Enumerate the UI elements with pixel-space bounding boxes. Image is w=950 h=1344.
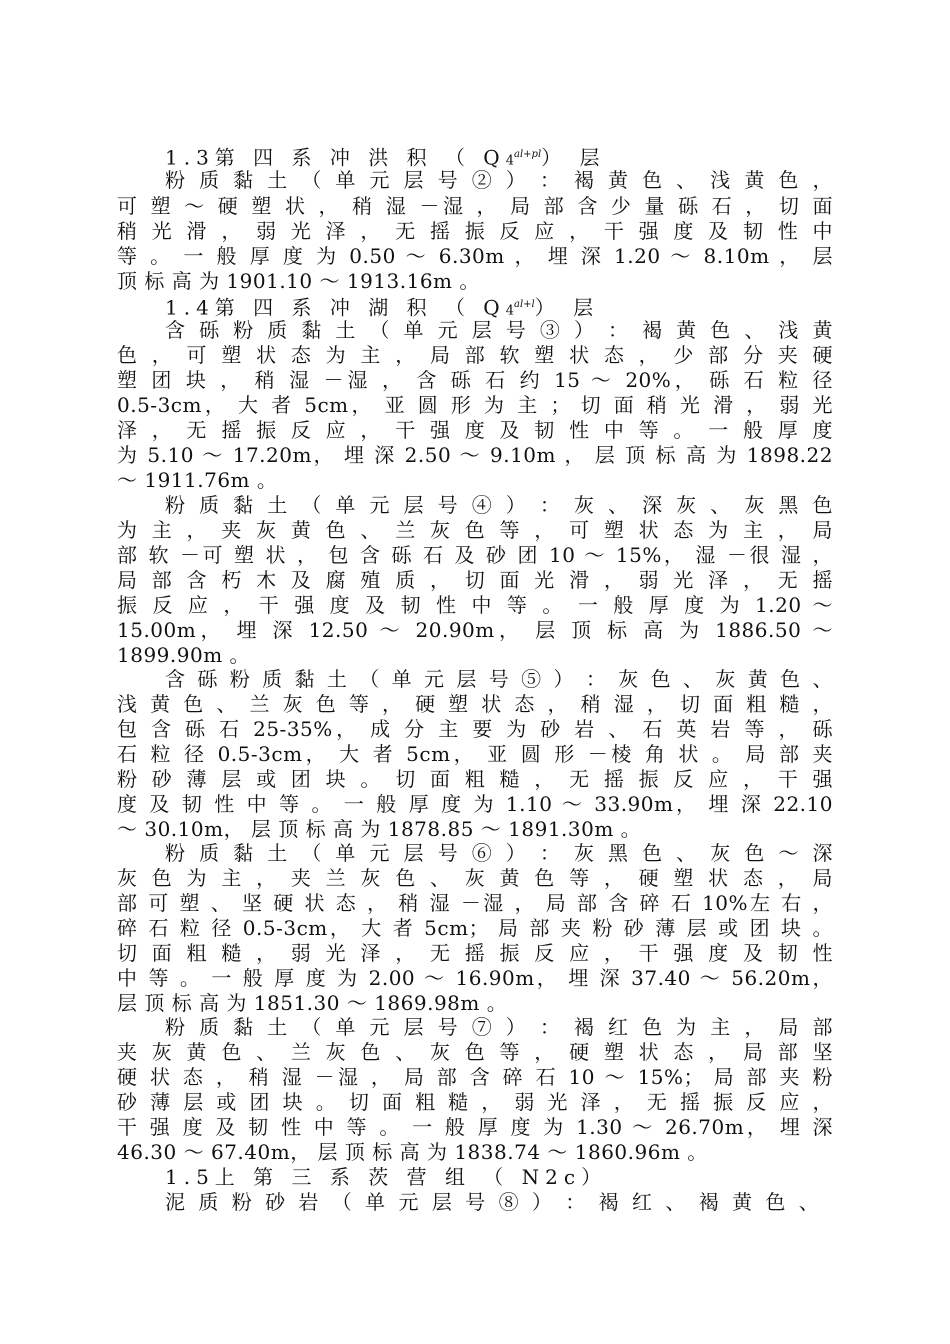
paragraph-line: 含 砾 粉 质 黏 土 （ 单 元 层 号 ⑤ ） ： 灰 色 、 灰 黄 色 、 [165,667,833,691]
paragraph-line: 可 塑 ～ 硬 塑 状 ， 稍 湿 －湿 ， 局 部 含 少 量 砾 石 ， 切 面 [117,194,833,218]
paragraph-line: 1899.90m 。 [117,643,251,667]
paragraph-line: 粉 砂 薄 层 或 团 块 。 切 面 粗 糙 ， 无 摇 振 反 应 ， 干 强 [117,767,833,791]
paragraph-line: 灰 色 为 主 ， 夹 兰 灰 色 、 灰 黄 色 等 ， 硬 塑 状 态 ， 局 [117,866,833,890]
paragraph-line: 46.30 ～ 67.40m， 层 顶 标 高 为 1838.74 ～ 1860.96m 。 [117,1140,708,1164]
paragraph-line: 中 等 。 一 般 厚 度 为 2.00 ～ 16.90m， 埋 深 37.40 ～ 56.20m， [117,966,833,990]
paragraph-line: 硬 状 态 ， 稍 湿 －湿 ， 局 部 含 碎 石 10 ～ 15%； 局 部 夹 粉 [117,1065,833,1089]
paragraph-line: 粉 质 黏 土 （ 单 元 层 号 ④ ） ： 灰 、 深 灰 、 灰 黑 色 [165,493,833,517]
paragraph-line: 0.5-3cm， 大 者 5cm， 亚 圆 形 为 主 ； 切 面 稍 光 滑 ， 弱 光 [117,393,833,417]
paragraph-line: 塑 团 块 ， 稍 湿 －湿 ， 含 砾 石 约 15 ～ 20%， 砾 石 粒 径 [117,368,833,392]
paragraph-line: 粉 质 黏 土 （ 单 元 层 号 ⑥ ） ： 灰 黑 色 、 灰 色 ～ 深 [165,841,833,865]
paragraph-line: 夹 灰 黄 色 、 兰 灰 色 、 灰 色 等 ， 硬 塑 状 态 ， 局 部 坚 [117,1040,833,1064]
section-heading-1-5: 1.5上 第 三 系 茨 营 组 （ N2c） [165,1165,608,1189]
paragraph-line: 层 顶 标 高 为 1851.30 ～ 1869.98m 。 [117,991,508,1015]
section-heading-1-4: 1.4第 四 系 冲 湖 积 （ $Q4^{al+l}$） 层 [165,295,600,320]
paragraph-line: 等 。 一 般 厚 度 为 0.50 ～ 6.30m ， 埋 深 1.20 ～ 8.10m ， 层 [117,244,833,268]
paragraph-line: 稍 光 滑 ， 弱 光 泽 ， 无 摇 振 反 应 ， 干 强 度 及 韧 性 中 [117,219,833,243]
paragraph-line: 部 软 －可 塑 状 ， 包 含 砾 石 及 砂 团 10 ～ 15%， 湿 －很 湿 ， [117,543,833,567]
paragraph-line: 含 砾 粉 质 黏 土 （ 单 元 层 号 ③ ） ： 褐 黄 色 、 浅 黄 [165,318,833,342]
paragraph-line: ～ 1911.76m 。 [117,468,278,492]
paragraph-line: 为 5.10 ～ 17.20m， 埋 深 2.50 ～ 9.10m ， 层 顶 标 高 为 1898.22 [117,443,833,467]
paragraph-line: 振 反 应 ， 干 强 度 及 韧 性 中 等 。 一 般 厚 度 为 1.20 ～ [117,593,833,617]
paragraph-line: 粉 质 黏 土 （ 单 元 层 号 ⑦ ） ： 褐 红 色 为 主 ， 局 部 [165,1015,833,1039]
paragraph-line: 顶 标 高 为 1901.10 ～ 1913.16m 。 [117,269,480,293]
paragraph-line: 碎 石 粒 径 0.5-3cm， 大 者 5cm； 局 部 夹 粉 砂 薄 层 或 团 块 。 [117,916,833,940]
paragraph-line: 泥 质 粉 砂 岩 （ 单 元 层 号 ⑧ ） ： 褐 红 、 褐 黄 色 、 [165,1190,823,1214]
paragraph-line: ～ 30.10m， 层 顶 标 高 为 1878.85 ～ 1891.30m 。 [117,817,642,841]
paragraph-line: 为 主 ， 夹 灰 黄 色 、 兰 灰 色 等 ， 可 塑 状 态 为 主 ， 局 [117,518,833,542]
paragraph-line: 包 含 砾 石 25-35%， 成 分 主 要 为 砂 岩 、 石 英 岩 等 ， 砾 [117,717,833,741]
paragraph-line: 度 及 韧 性 中 等 。 一 般 厚 度 为 1.10 ～ 33.90m， 埋 深 22.10 [117,792,833,816]
paragraph-line: 切 面 粗 糙 ， 弱 光 泽 ， 无 摇 振 反 应 ， 干 强 度 及 韧 性 [117,941,833,965]
paragraph-line: 粉 质 黏 土 （ 单 元 层 号 ② ） ： 褐 黄 色 、 浅 黄 色 ， [165,168,833,192]
paragraph-line: 干 强 度 及 韧 性 中 等 。 一 般 厚 度 为 1.30 ～ 26.70m， 埋 深 [117,1115,833,1139]
section-heading-1-3: 1.3第 四 系 冲 洪 积 （ $Q4^{al+pl}$） 层 [165,145,606,170]
paragraph-line: 部 可 塑 、 坚 硬 状 态 ， 稍 湿 －湿 ， 局 部 含 碎 石 10%左 右 ， [117,891,833,915]
paragraph-line: 砂 薄 层 或 团 块 。 切 面 粗 糙 ， 弱 光 泽 ， 无 摇 振 反 应 ， [117,1090,833,1114]
paragraph-line: 色 ， 可 塑 状 态 为 主 ， 局 部 软 塑 状 态 ， 少 部 分 夹 硬 [117,343,833,367]
paragraph-line: 浅 黄 色 、 兰 灰 色 等 ， 硬 塑 状 态 ， 稍 湿 ， 切 面 粗 糙 ， [117,692,833,716]
paragraph-line: 泽 ， 无 摇 振 反 应 ， 干 强 度 及 韧 性 中 等 。 一 般 厚 度 [117,418,833,442]
paragraph-line: 15.00m， 埋 深 12.50 ～ 20.90m， 层 顶 标 高 为 1886.50 ～ [117,618,833,642]
paragraph-line: 石 粒 径 0.5-3cm， 大 者 5cm， 亚 圆 形 －棱 角 状 。 局 部 夹 [117,742,833,766]
paragraph-line: 局 部 含 朽 木 及 腐 殖 质 ， 切 面 光 滑 ， 弱 光 泽 ， 无 摇 [117,568,833,592]
